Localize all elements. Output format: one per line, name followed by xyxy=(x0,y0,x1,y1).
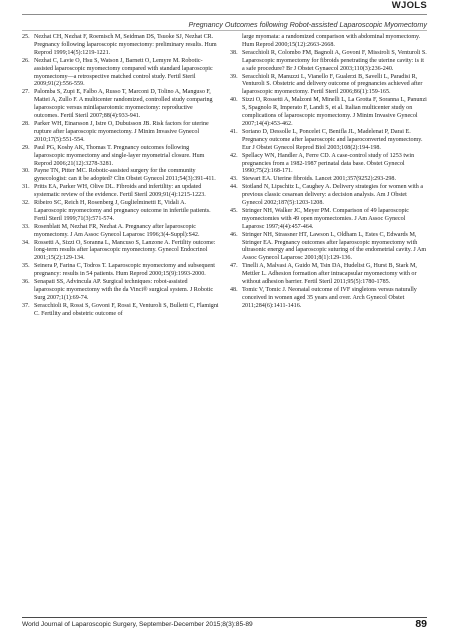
reference-list-right xyxy=(230,34,427,574)
header-rule xyxy=(22,14,427,15)
reference-text: Stewart EA. Uterine fibroids. Lancet 2001;357(9252):293-298. xyxy=(242,176,397,183)
reference-number: 29. xyxy=(22,144,30,151)
reference-text: Palomba S, Zupi E, Falbo A, Russo T, Marconi D, Tolino A, Manguso F, Mattei A, Zullo F. A multicenter randomized, controlled study comparing laparoscopic versus minilaparotomic myomectomy: reproductive outcomes. Fertil Steril 2007;88(4):933-941. xyxy=(34,89,213,120)
reference-item xyxy=(22,145,219,169)
reference-item xyxy=(22,279,219,303)
reference-text: Stotland N, Lipschitz L, Caughey A. Delivery strategies for women with a previous classic cesarean delivery: a decision analysis. Am J Obstet Gynecol 2002;187(5):1203-1208. xyxy=(242,184,424,207)
reference-text: Rosenblatt M, Nezhat FR, Nezhat A. Pregnancy after laparoscopic myomectomy. J Am Assoc Gynecol Laparosc 1996;3(4-Suppl):S42. xyxy=(34,223,200,238)
reference-text: Seracchioli R, Colombo FM, Bagnoli A, Govoni F, Missiroli S, Venturoli S. Laparoscopic myomectomy for fibroids penetrating the uterine cavity: is it a safe procedure? Br J Obstet Gynaecol 2003;110(3):236-240. xyxy=(242,49,427,72)
reference-number: 47. xyxy=(230,263,238,270)
running-title-rule xyxy=(22,30,427,31)
reference-text: Seinera P, Farina C, Todros T. Laparoscopic myomectomy and subsequent pregnancy: results in 54 patients. Hum Reprod 2000;15(9):1993-2000. xyxy=(34,263,215,278)
reference-text: large myomata: a randomized comparison with abdominal myomectomy. Hum Reprod 2000;15(12):2663-2668. xyxy=(242,34,421,48)
reference-text: Rossetti A, Sizzi O, Soranna L, Mancuso S, Lanzone A. Fertility outcome: long-term results after laparoscopic myomectomy. Gynecol Endocrinol 2001;15(2):129-134. xyxy=(34,239,216,262)
reference-text: Seracchioli R, Manuzzi L, Vianello F, Gualerzi B, Savelli L, Paradisi R, Venturoli S. Obstetric and delivery outcome of pregnancies achieved after laparoscopic myomectomy. Fertil Steril 2006;86(1):159-165. xyxy=(242,73,423,96)
reference-text: Sizzi O, Rossetti A, Malzoni M, Minelli L, La Grotta F, Soranna L, Panunzi S, Spagnolo R, Imperato F, Landi S, et al. Italian multicenter study on complications of laparoscopic myomectomy. J Minim Invasive Gynecol 2007;14(4):453-462. xyxy=(242,97,427,127)
reference-number: 27. xyxy=(22,89,30,96)
reference-text: Tinelli A, Malvasi A, Guido M, Tsin DA, Hudelist G, Hurst B, Stark M, Mettler L. Adhesion formation after intracapsular myomectomy with or without adhesion barrier. Fertil Steril 2011;95(5):1780-1785. xyxy=(242,263,417,286)
reference-item xyxy=(230,232,427,264)
reference-item xyxy=(22,34,219,58)
reference-number: 41. xyxy=(230,128,238,135)
reference-item xyxy=(22,89,219,121)
reference-text: Stringer NH, Walker JC, Meyer PM. Comparison of 49 laparoscopic myomectomies with 49 open myomectomies. J Am Assoc Gynecol Laparosc 1997;4(4):457-464. xyxy=(242,207,409,230)
reference-item xyxy=(22,200,219,224)
reference-number: 26. xyxy=(22,57,30,64)
footer-journal-citation: World Journal of Laparoscopic Surgery, September-December 2015;8(3):85-89 xyxy=(22,621,253,628)
reference-item xyxy=(22,224,219,240)
reference-text: Ribeiro SC, Reich H, Rosenberg J, Guglielminetti E, Vidali A. Laparoscopic myomectomy and pregnancy outcome in infertile patients. Fertil Steril 1999;71(3):571-574. xyxy=(34,200,211,222)
reference-text: Parker WH, Einarsson J, Istre O, Dubuisson JB. Risk factors for uterine rupture after laparoscopic myomectomy. J Minim Invasive Gynecol 2010;17(5):551-554. xyxy=(34,120,209,143)
reference-text: Spellacy WN, Handler A, Ferre CD. A case-control study of 1253 twin pregnancies from a 1982-1987 perinatal data base. Obstet Gynecol 1990;75(2):168-171. xyxy=(242,152,415,175)
reference-number: 35. xyxy=(22,263,30,270)
reference-item xyxy=(22,121,219,145)
reference-item xyxy=(230,208,427,232)
reference-number: 38. xyxy=(230,49,238,56)
reference-number: 31. xyxy=(22,184,30,191)
reference-number: 32. xyxy=(22,200,30,207)
reference-item xyxy=(230,97,427,129)
reference-list-left xyxy=(22,34,219,574)
reference-number: 46. xyxy=(230,231,238,238)
reference-number: 48. xyxy=(230,287,238,293)
reference-item xyxy=(230,34,427,50)
reference-text: Pritts EA, Parker WH, Olive DL. Fibroids and infertility: an updated systematic review of the evidence. Fertil Steril 2009;91(4):1215-1223. xyxy=(34,184,206,199)
reference-item xyxy=(22,58,219,90)
journal-abbreviation: WJOLS xyxy=(391,0,427,11)
reference-text: Stringer NH, Strassner HT, Lawson L, Oldham L, Estes C, Edwards M, Stringer EA. Pregnancy outcomes after laparoscopic myomectomy with ultrasonic energy and laparoscopic suturing of the endometrial cavity. J Am Assoc Gynecol Laparosc 2001;8(1):129-136. xyxy=(242,231,427,262)
reference-number: 40. xyxy=(230,97,238,104)
reference-number: 44. xyxy=(230,184,238,191)
reference-text: Payne TN, Pitter MC. Robotic-assisted surgery for the community gynecologist: can it be adopted? Clin Obstet Gynecol 2011;54(3):391-411. xyxy=(34,168,216,183)
reference-text: Tomic V, Tomic J. Neonatal outcome of IVF singletons versus naturally conceived in women aged 35 years and over. Arch Gynecol Obstet 2011;284(6):1411-1416. xyxy=(242,287,417,309)
reference-item xyxy=(22,240,219,264)
reference-number: 30. xyxy=(22,168,30,175)
running-title: Pregnancy Outcomes following Robot-assisted Laparoscopic Myomectomy xyxy=(188,20,427,29)
reference-number: 33. xyxy=(22,223,30,230)
reference-number: 25. xyxy=(22,34,30,40)
reference-number: 39. xyxy=(230,73,238,80)
reference-text: Nezhat CH, Nezhat F, Roemisch M, Seidman DS, Tsuoke SJ, Nezhat CR. Pregnancy following laparoscopic myomectomy: preliminary results. Hum Reprod 1999;14(5):1219-1221. xyxy=(34,34,217,56)
reference-number: 42. xyxy=(230,152,238,159)
reference-number: 43. xyxy=(230,176,238,183)
reference-item xyxy=(230,263,427,287)
reference-number: 37. xyxy=(22,302,30,309)
reference-item xyxy=(230,287,427,311)
reference-text: Soriano D, Dessolle L, Poncelet C, Benifla JL, Madelenat P, Darai E. Pregnancy outcome after laparoscopic and laparoconverted myomectomy. Eur J Obstet Gynecol Reprod Biol 2003;108(2):194-198. xyxy=(242,128,423,151)
reference-item xyxy=(230,129,427,153)
reference-number: 28. xyxy=(22,120,30,127)
reference-item xyxy=(230,153,427,177)
page-number: 89 xyxy=(415,618,427,630)
reference-number: 34. xyxy=(22,239,30,246)
reference-item xyxy=(22,263,219,279)
reference-number: 45. xyxy=(230,207,238,214)
reference-text: Nezhat C, Lavie O, Hsu S, Watson J, Barnett O, Lemyre M. Robotic-assisted laparoscopic myomectomy compared with standard laparoscopic myomectomy—a retrospective matched control study. Fertil Steril 2009;91(2):556-559. xyxy=(34,57,213,88)
reference-item xyxy=(22,168,219,184)
footer-rule xyxy=(22,617,427,618)
reference-item xyxy=(230,184,427,208)
reference-text: Seracchioli R, Rossi S, Govoni F, Rossi E, Venturoli S, Bulletti C, Flamigni C. Fertility and obstetric outcome of xyxy=(34,302,219,317)
reference-text: Paul PG, Koshy AK, Thomas T. Pregnancy outcomes following laparoscopic myomectomy and single-layer myometrial closure. Hum Reprod 2006;21(12):3278-3281. xyxy=(34,144,205,167)
reference-item xyxy=(22,303,219,319)
reference-number: 36. xyxy=(22,279,30,286)
reference-text: Senapati SS, Advincula AP. Surgical techniques: robot-assisted laparoscopic myomectomy with the da Vinci® surgical system. J Robotic Surg 2007;1(1):69-74. xyxy=(34,279,214,301)
reference-item xyxy=(22,184,219,200)
reference-item xyxy=(230,74,427,98)
reference-item xyxy=(230,50,427,74)
